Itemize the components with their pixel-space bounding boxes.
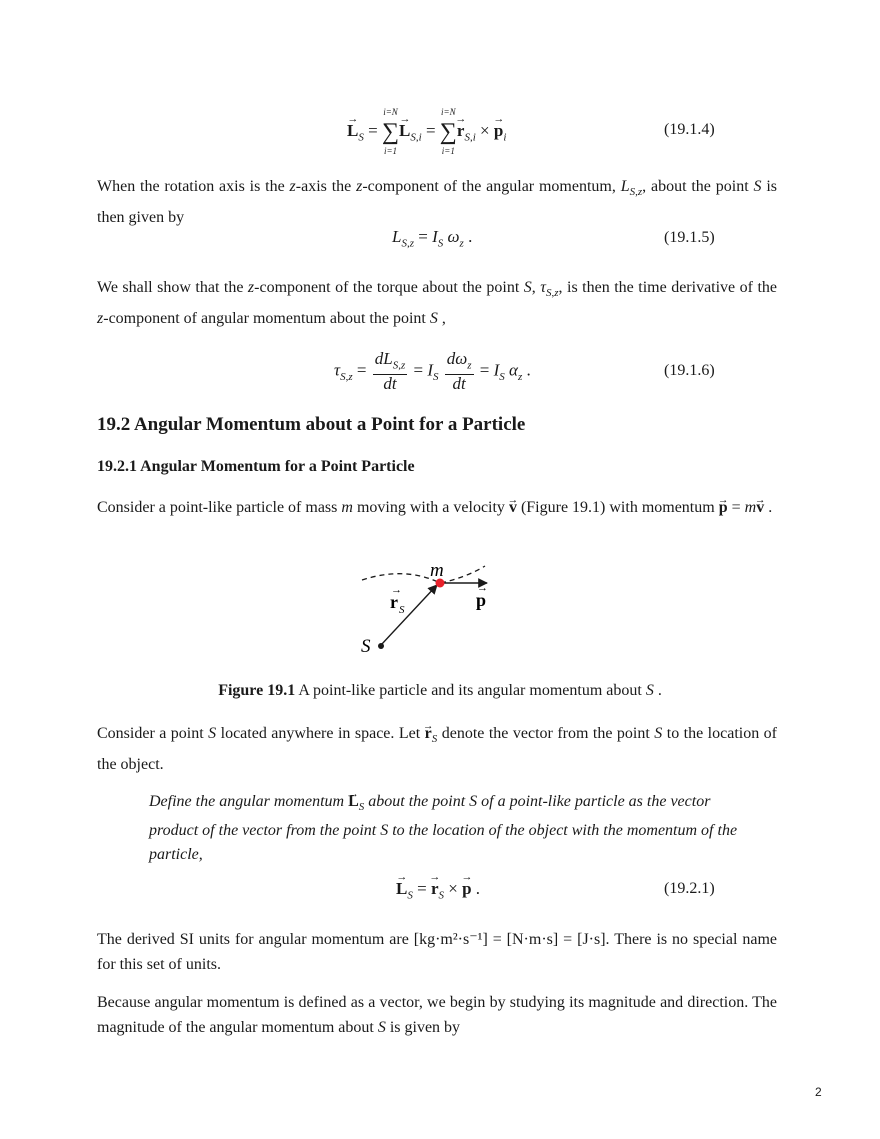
equation-19-2-1: [0, 877, 880, 907]
equation-number: (19.1.4): [664, 121, 715, 138]
equation-number: (19.1.6): [664, 362, 715, 379]
equation-number: (19.2.1): [664, 880, 715, 897]
label-r: r: [390, 592, 398, 612]
sum-symbol: ∑ i=N i=1: [381, 107, 400, 156]
equation-19-1-6: [0, 350, 880, 394]
sum-symbol: ∑ i=N i=1: [439, 107, 457, 156]
paragraph-magnitude: Because angular momentum is defined as a vector, we begin by studying its magnitude and direction. The magnitude of the angular momentum about S is given by: [97, 994, 777, 1036]
equation-19-2-1-body: → $L_S$ = → $r_S$ × → p .: [396, 879, 480, 901]
label-p-arrow: →: [477, 582, 488, 594]
label-m: m: [430, 560, 444, 581]
label-S: S: [361, 636, 371, 657]
figure-caption: Figure 19.1 A point-like particle and its angular momentum about S .: [218, 682, 662, 699]
label-p: p: [476, 590, 487, 610]
equation-19-1-4-body: → $L_S$ = ∑ i=N i=1 → $L_{S,i}$ = ∑ i=N i=1 → $r_{S,i}$ × → $p_i$: [347, 120, 506, 144]
subsection-heading: 19.2.1 Angular Momentum for a Point Particle: [97, 458, 415, 475]
equation-19-1-6-body: $\tau_{S,z}$ = $\frac{dL_{S,z}}{dt}$ = $I_S$ $\frac{d\omega_z}{dt}$ = $I_S$ $\alpha_z$ .: [334, 349, 531, 394]
label-r-sub: S: [399, 604, 405, 616]
trajectory-curve: [362, 566, 485, 583]
paragraph-point-s: Consider a point S located anywhere in space. Let → $r_S$ denote the vector from the point S to the location of the object.: [97, 721, 777, 777]
equation-19-1-5-body: $L_{S,z} = I_S$ $\omega_z$ .: [392, 227, 473, 250]
label-r-arrow: →: [391, 584, 402, 596]
page-number: 2: [815, 1085, 822, 1099]
paragraph-point-particle: Consider a point-like particle of mass m moving with a velocity → v (Figure 19.1) with momentum → p = m→ v .: [97, 495, 777, 520]
paragraph-rotation-axis: When the rotation axis is the z-axis the z-component of the angular momentum, $L_{S,z}$, about the point S is then given by: [97, 178, 777, 227]
paragraph-torque: We shall show that the z-component of the torque about the point S, $\tau_{S,z}$, is then the time derivative of the z-component of angular momentum about the point S ,: [97, 279, 778, 328]
figure-19-1: [350, 556, 510, 660]
definition-block: Define the angular momentum → $L_S$ about the point S of a point-like particle as the vector product of the vector from the point S to the location of the object with the momentum of the particle,: [149, 790, 739, 867]
point-s-dot: [378, 643, 384, 649]
equation-19-1-5: [0, 227, 880, 257]
equation-19-1-4: [0, 107, 880, 156]
section-heading: 19.2 Angular Momentum about a Point for a Particle: [97, 414, 526, 435]
paragraph-si-units: The derived SI units for angular momentum are [kg·m²·s⁻¹] = [N·m·s] = [J·s]. There is no special name for this set of units.: [97, 931, 777, 973]
equation-number: (19.1.5): [664, 229, 715, 246]
